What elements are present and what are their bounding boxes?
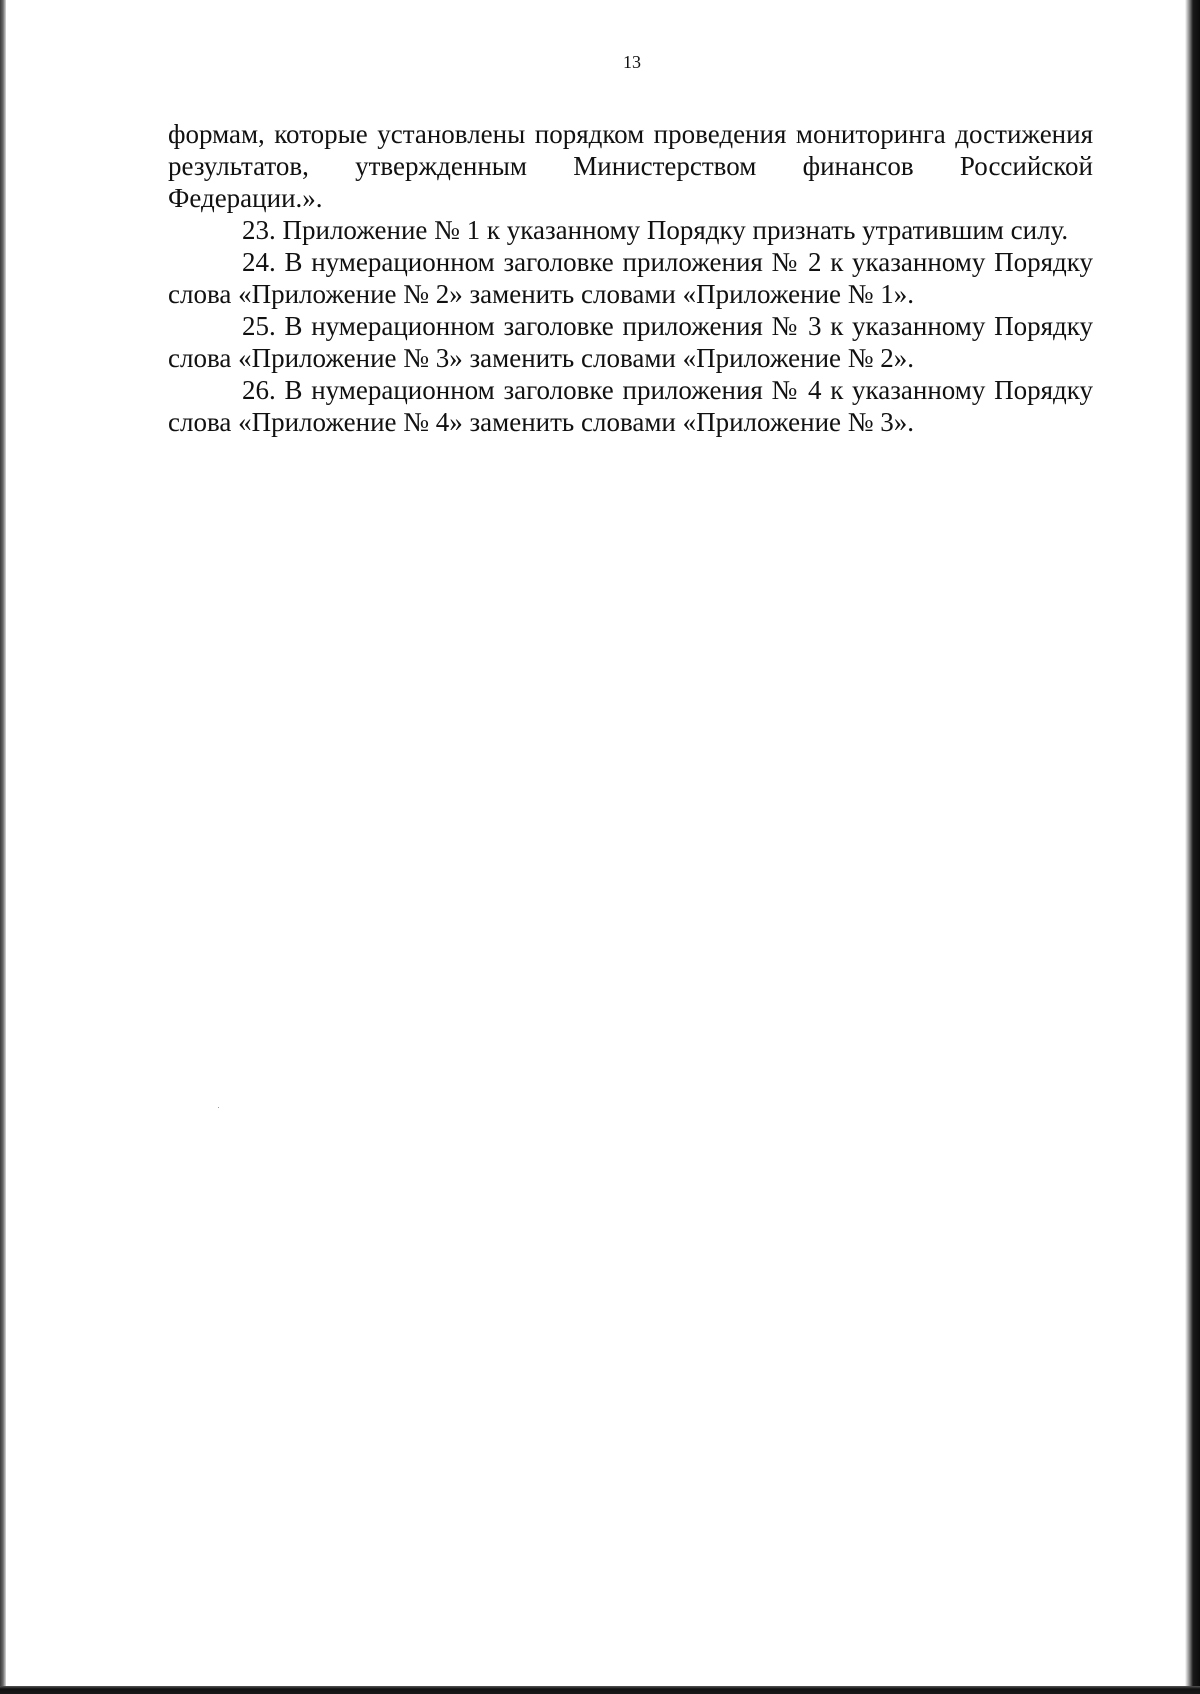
paragraph-item-25: 25. В нумерационном заголовке приложения № 3 к указанному Порядку слова «Приложение № 3» заменить словами «Приложение № 2». — [168, 311, 1093, 373]
scan-edge-right — [1185, 0, 1200, 1694]
scan-speck — [218, 1107, 219, 1108]
document-body — [168, 118, 1093, 438]
scan-edge-bottom — [0, 1686, 1200, 1694]
paragraph-item-24: 24. В нумерационном заголовке приложения № 2 к указанному Порядку слова «Приложение № 2» заменить словами «Приложение № 1». — [168, 247, 1093, 309]
paragraph-continuation: формам, которые установлены порядком проведения мониторинга достижения результатов, утвержденным Министерством финансов Российской Федерации.». — [168, 119, 1093, 213]
paragraph-item-26: 26. В нумерационном заголовке приложения № 4 к указанному Порядку слова «Приложение № 4» заменить словами «Приложение № 3». — [168, 375, 1093, 437]
scan-edge-left — [0, 0, 6, 1694]
page-number: 13 — [623, 52, 641, 72]
paragraph-item-23: 23. Приложение № 1 к указанному Порядку признать утратившим силу. — [242, 215, 1069, 245]
